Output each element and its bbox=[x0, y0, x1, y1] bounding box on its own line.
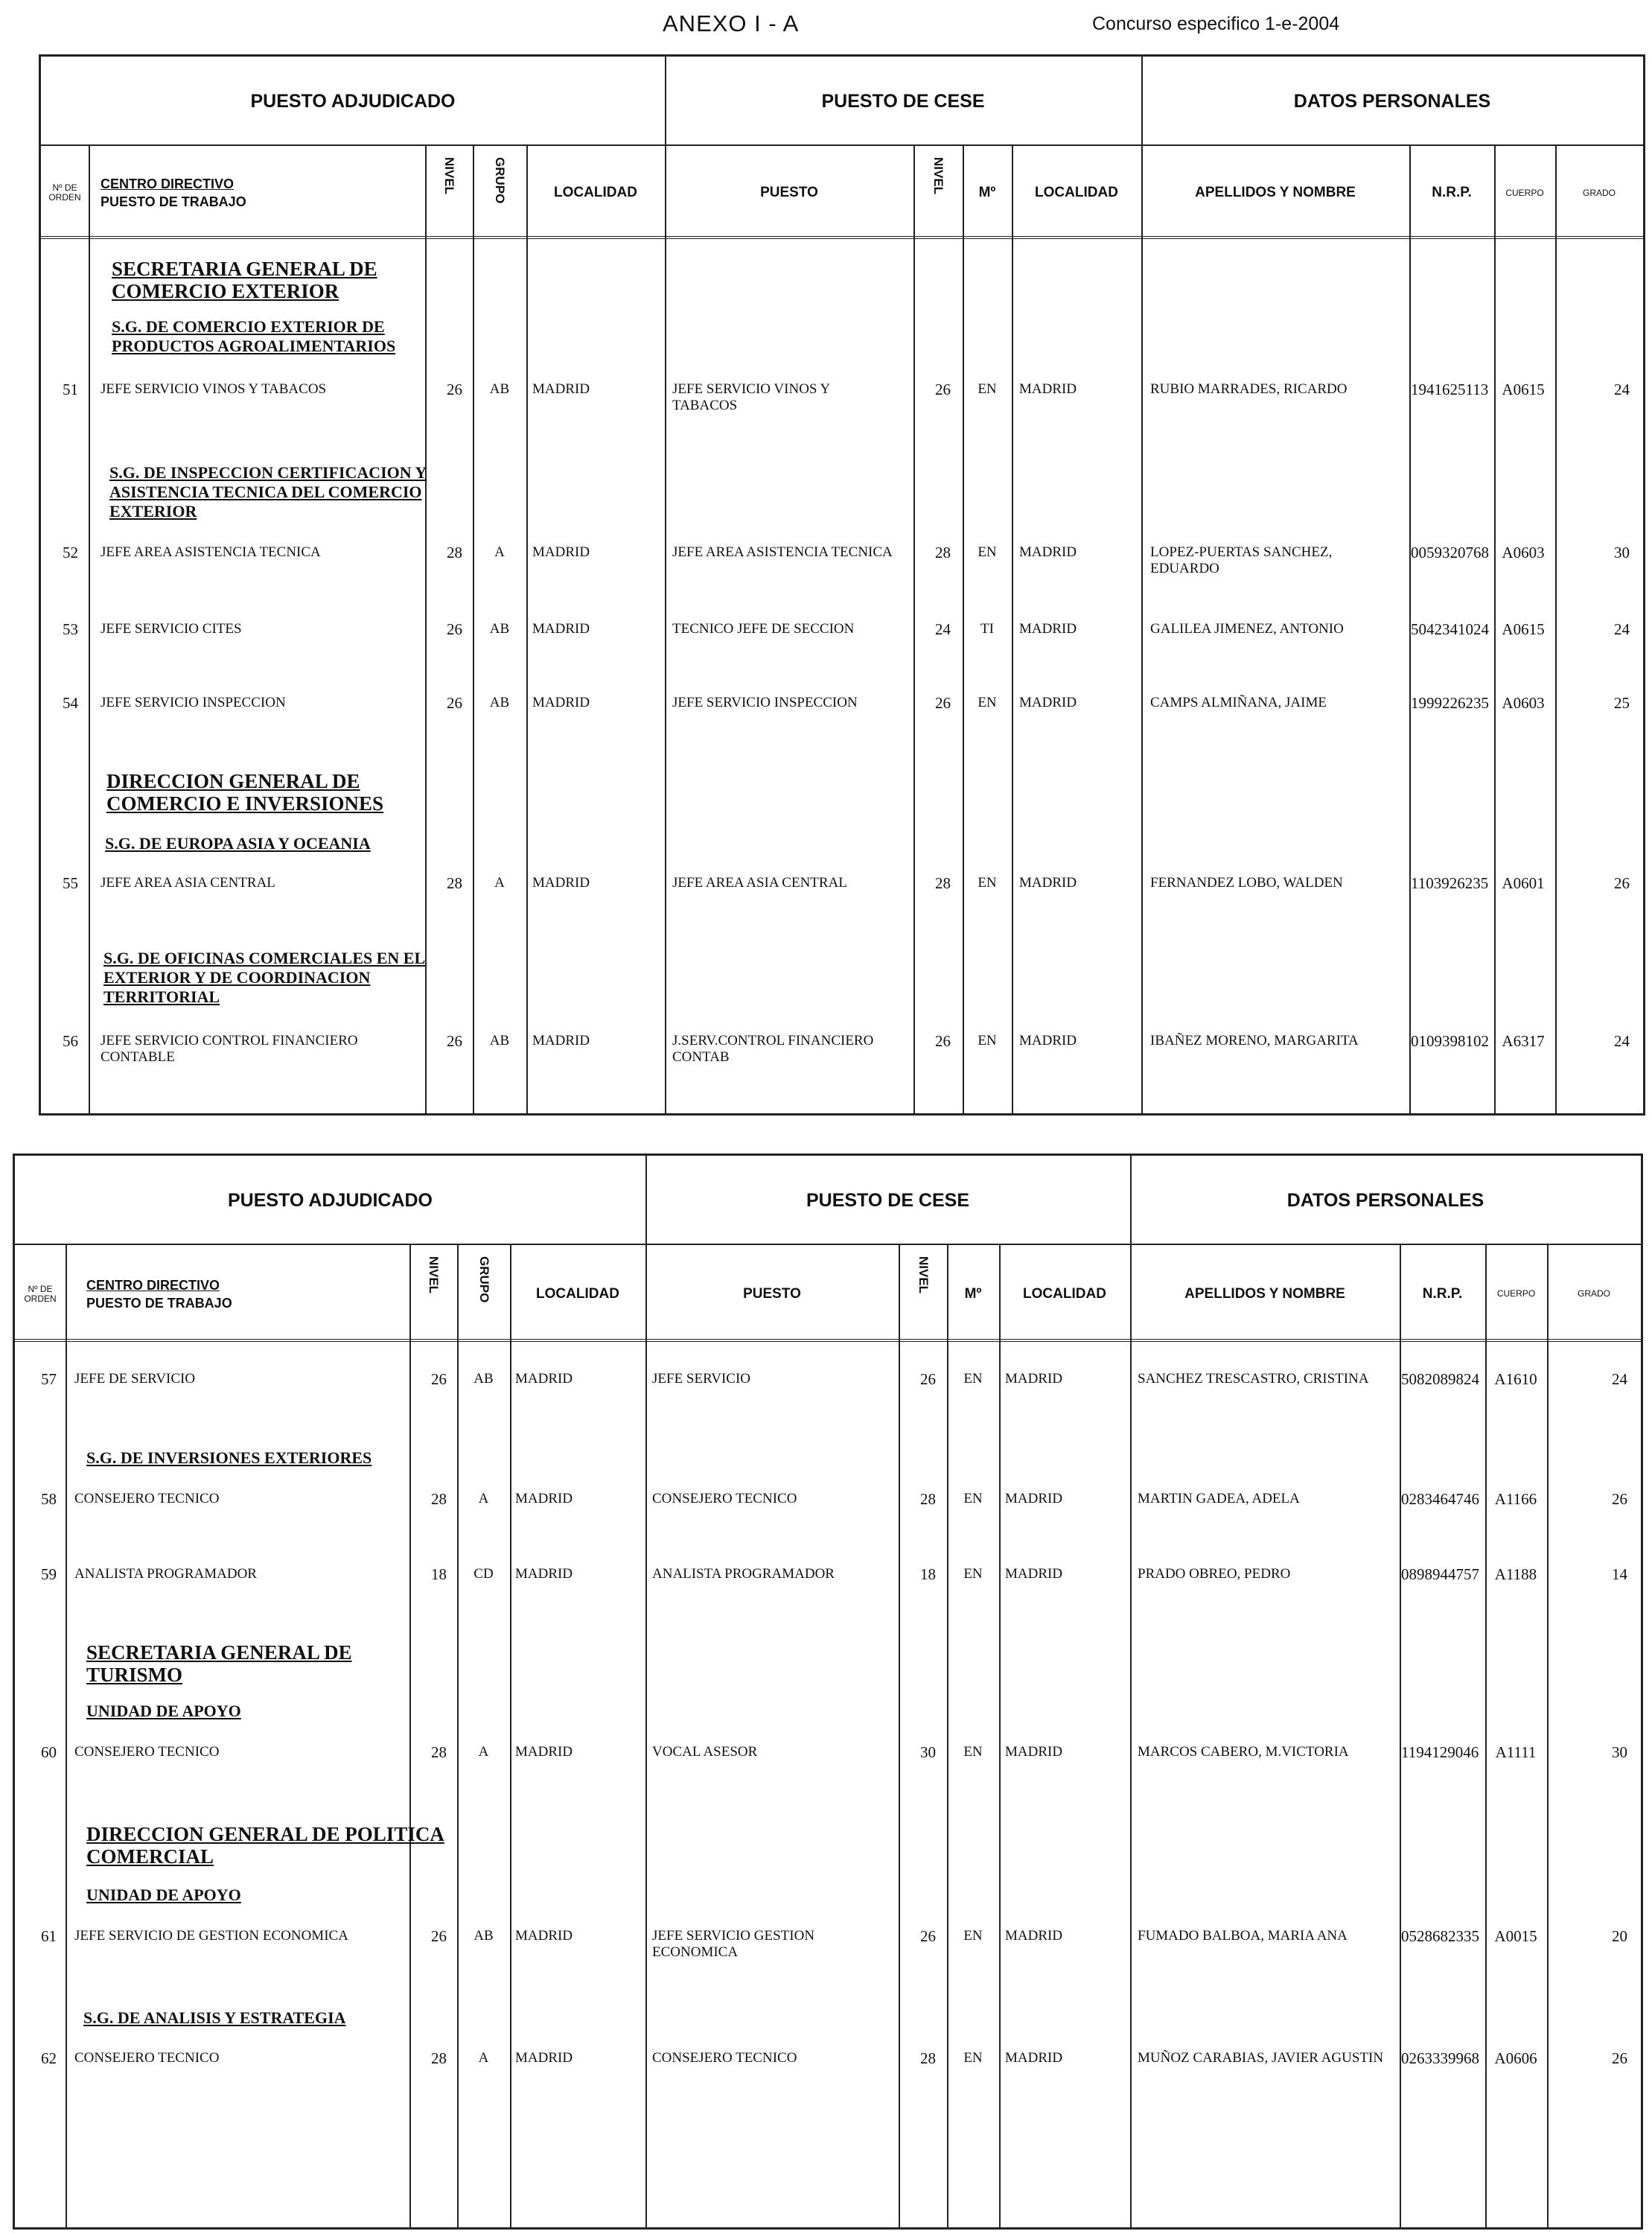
row-nivel-cese: 26 bbox=[920, 1370, 936, 1388]
row-cuerpo: A0603 bbox=[1502, 694, 1545, 712]
row-grupo: AB bbox=[489, 1033, 510, 1048]
row-nrp: 0528682335 bbox=[1401, 1927, 1479, 1945]
col-puesto: PUESTO bbox=[760, 185, 818, 200]
row-nrp: 1941625113 bbox=[1411, 381, 1489, 398]
org-heading: ASISTENCIA TECNICA DEL COMERCIO bbox=[109, 483, 422, 501]
org-heading: COMERCIAL bbox=[86, 1845, 214, 1868]
org-heading: S.G. DE INSPECCION CERTIFICACION Y bbox=[109, 463, 427, 482]
row-grado: 24 bbox=[1614, 381, 1630, 398]
col-orden: Nº DE ORDEN bbox=[24, 1283, 57, 1304]
row-orden: 62 bbox=[41, 2049, 57, 2067]
row-nrp: 0059320768 bbox=[1411, 544, 1489, 561]
row-orden: 59 bbox=[41, 1565, 57, 1583]
row-grado: 24 bbox=[1612, 1370, 1627, 1388]
row-nivel: 28 bbox=[447, 544, 462, 561]
row-localidad-cese: MADRID bbox=[1019, 875, 1077, 891]
annex-title: ANEXO I - A bbox=[663, 10, 800, 36]
row-localidad-cese: MADRID bbox=[1005, 1928, 1063, 1944]
col-puesto-trabajo: PUESTO DE TRABAJO bbox=[86, 1295, 232, 1311]
row-puesto-trabajo: JEFE SERVICIO CITES bbox=[101, 621, 242, 637]
section-puesto-adjudicado: PUESTO ADJUDICADO bbox=[227, 1189, 433, 1211]
row-m: EN bbox=[978, 695, 997, 710]
row-nivel-cese: 24 bbox=[935, 620, 951, 638]
row-orden: 58 bbox=[41, 1490, 57, 1508]
row-localidad: MADRID bbox=[515, 2050, 573, 2066]
row-grupo: AB bbox=[489, 381, 510, 397]
row-grado: 25 bbox=[1614, 694, 1630, 712]
row-nombre: RUBIO MARRADES, RICARDO bbox=[1150, 381, 1348, 397]
row-cuerpo: A1111 bbox=[1495, 1743, 1537, 1761]
row-nrp: 1194129046 bbox=[1401, 1743, 1479, 1761]
row-m: EN bbox=[978, 544, 997, 560]
row-nombre: MARCOS CABERO, M.VICTORIA bbox=[1138, 1744, 1349, 1760]
row-orden: 51 bbox=[63, 381, 78, 398]
row-localidad-cese: MADRID bbox=[1019, 621, 1077, 637]
row-orden: 54 bbox=[63, 694, 78, 712]
row-m: EN bbox=[963, 2050, 983, 2066]
org-heading: SECRETARIA GENERAL DE bbox=[112, 258, 377, 280]
row-grupo: A bbox=[478, 1744, 489, 1760]
row-puesto-cese: VOCAL ASESOR bbox=[652, 1744, 758, 1760]
row-orden: 57 bbox=[41, 1370, 57, 1388]
row-cuerpo: A0615 bbox=[1502, 620, 1545, 638]
row-nivel: 26 bbox=[431, 1370, 447, 1388]
row-nivel-cese: 26 bbox=[935, 694, 951, 712]
row-cuerpo: A1166 bbox=[1494, 1490, 1537, 1508]
col-cuerpo: CUERPO bbox=[1505, 187, 1544, 198]
row-m: EN bbox=[978, 381, 997, 397]
col-centro-directivo: CENTRO DIRECTIVO bbox=[86, 1277, 220, 1293]
org-heading: S.G. DE OFICINAS COMERCIALES EN EL bbox=[103, 949, 426, 967]
col-cuerpo: CUERPO bbox=[1496, 1288, 1536, 1299]
col-nrp: N.R.P. bbox=[1422, 1285, 1463, 1302]
col-nivel: NIVEL bbox=[442, 157, 456, 195]
row-localidad: MADRID bbox=[515, 1744, 573, 1760]
row-cuerpo: A1610 bbox=[1494, 1370, 1537, 1388]
row-cuerpo: A0015 bbox=[1494, 1927, 1537, 1945]
row-localidad-cese: MADRID bbox=[1005, 2050, 1063, 2066]
row-puesto-cese: CONSEJERO TECNICO bbox=[652, 2050, 797, 2066]
row-m: EN bbox=[963, 1928, 983, 1944]
col-grado: GRADO bbox=[1582, 187, 1616, 198]
row-puesto-cese: J.SERV.CONTROL FINANCIERO CONTAB bbox=[672, 1033, 874, 1065]
row-puesto-trabajo: JEFE SERVICIO DE GESTION ECONOMICA bbox=[74, 1928, 348, 1944]
row-m: EN bbox=[978, 1033, 997, 1048]
col-orden: Nº DE ORDEN bbox=[48, 182, 81, 203]
row-grupo: A bbox=[478, 1491, 489, 1506]
row-nivel-cese: 26 bbox=[935, 1032, 951, 1050]
row-nivel-cese: 26 bbox=[935, 381, 951, 398]
org-heading: UNIDAD DE APOYO bbox=[86, 1885, 241, 1904]
row-nrp: 0283464746 bbox=[1401, 1490, 1479, 1508]
row-cuerpo: A0603 bbox=[1502, 544, 1545, 561]
row-nivel: 26 bbox=[447, 620, 462, 638]
row-nrp: 1999226235 bbox=[1411, 694, 1489, 712]
row-m: EN bbox=[978, 875, 997, 891]
row-nombre: IBAÑEZ MORENO, MARGARITA bbox=[1150, 1033, 1359, 1048]
row-grado: 14 bbox=[1612, 1565, 1627, 1583]
row-grupo: A bbox=[478, 2050, 489, 2066]
col-centro-puesto bbox=[86, 1251, 406, 1337]
row-localidad: MADRID bbox=[532, 381, 590, 397]
col-apellidos: APELLIDOS Y NOMBRE bbox=[1195, 185, 1356, 200]
row-localidad: MADRID bbox=[532, 544, 590, 560]
row-localidad-cese: MADRID bbox=[1005, 1491, 1063, 1506]
row-nrp: 0109398102 bbox=[1411, 1032, 1489, 1050]
row-nivel-cese: 28 bbox=[935, 544, 951, 561]
row-nivel-cese: 28 bbox=[920, 2049, 936, 2067]
row-grado: 24 bbox=[1614, 620, 1630, 638]
org-heading: PRODUCTOS AGROALIMENTARIOS bbox=[112, 337, 396, 355]
col-puesto: PUESTO bbox=[743, 1285, 801, 1302]
row-grado: 26 bbox=[1614, 874, 1630, 892]
row-localidad: MADRID bbox=[515, 1566, 573, 1582]
row-nombre: SANCHEZ TRESCASTRO, CRISTINA bbox=[1138, 1371, 1369, 1387]
section-datos-personales: DATOS PERSONALES bbox=[1286, 1189, 1484, 1211]
row-nrp: 5082089824 bbox=[1401, 1370, 1479, 1388]
row-puesto-trabajo: JEFE SERVICIO INSPECCION bbox=[101, 695, 286, 710]
row-nivel-cese: 18 bbox=[920, 1565, 936, 1583]
org-heading: EXTERIOR bbox=[109, 502, 197, 521]
row-m: EN bbox=[963, 1371, 983, 1387]
col-nivel-cese: NIVEL bbox=[916, 1256, 931, 1294]
row-puesto-trabajo: JEFE AREA ASISTENCIA TECNICA bbox=[101, 544, 321, 560]
row-nombre: LOPEZ-PUERTAS SANCHEZ, EDUARDO bbox=[1150, 544, 1333, 576]
col-grado: GRADO bbox=[1577, 1288, 1610, 1299]
row-nivel: 26 bbox=[447, 381, 462, 398]
org-heading: DIRECCION GENERAL DE bbox=[106, 770, 360, 792]
row-nivel: 28 bbox=[431, 1490, 447, 1508]
row-puesto-trabajo: JEFE DE SERVICIO bbox=[74, 1371, 196, 1387]
col-localidad-cese: LOCALIDAD bbox=[1035, 185, 1118, 200]
row-grupo: AB bbox=[489, 695, 510, 710]
row-orden: 53 bbox=[63, 620, 78, 638]
row-grado: 26 bbox=[1612, 1490, 1627, 1508]
row-puesto-cese: ANALISTA PROGRAMADOR bbox=[652, 1566, 835, 1582]
row-nombre: GALILEA JIMENEZ, ANTONIO bbox=[1150, 621, 1344, 637]
org-heading: S.G. DE COMERCIO EXTERIOR DE bbox=[112, 317, 385, 336]
row-nrp: 1103926235 bbox=[1411, 874, 1489, 892]
col-centro-puesto bbox=[101, 152, 421, 234]
row-cuerpo: A1188 bbox=[1494, 1565, 1537, 1583]
col-puesto-trabajo: PUESTO DE TRABAJO bbox=[101, 194, 246, 209]
row-puesto-trabajo: ANALISTA PROGRAMADOR bbox=[74, 1566, 257, 1582]
org-heading: COMERCIO E INVERSIONES bbox=[106, 792, 384, 815]
org-heading: SECRETARIA GENERAL DE bbox=[86, 1641, 352, 1664]
org-heading: TERRITORIAL bbox=[103, 987, 220, 1006]
org-heading: DIRECCION GENERAL DE POLITICA bbox=[86, 1823, 444, 1845]
row-localidad: MADRID bbox=[532, 875, 590, 891]
col-nrp: N.R.P. bbox=[1432, 185, 1472, 200]
row-nrp: 5042341024 bbox=[1411, 620, 1489, 638]
row-puesto-trabajo: CONSEJERO TECNICO bbox=[74, 2050, 220, 2066]
row-localidad: MADRID bbox=[515, 1491, 573, 1506]
col-localidad-cese: LOCALIDAD bbox=[1023, 1285, 1106, 1302]
row-m: EN bbox=[963, 1744, 983, 1760]
assignment-table-1 bbox=[39, 54, 1645, 1116]
row-cuerpo: A0606 bbox=[1494, 2049, 1537, 2067]
row-grado: 30 bbox=[1614, 544, 1630, 561]
row-nivel-cese: 28 bbox=[935, 874, 951, 892]
row-nivel: 18 bbox=[431, 1565, 447, 1583]
col-grupo: GRUPO bbox=[477, 1256, 491, 1303]
org-heading: COMERCIO EXTERIOR bbox=[112, 280, 339, 302]
row-m: TI bbox=[980, 621, 994, 637]
row-nombre: CAMPS ALMIÑANA, JAIME bbox=[1150, 695, 1327, 710]
row-puesto-trabajo: JEFE SERVICIO CONTROL FINANCIERO CONTABLE bbox=[101, 1033, 358, 1065]
row-puesto-cese: CONSEJERO TECNICO bbox=[652, 1491, 797, 1506]
row-nrp: 0898944757 bbox=[1401, 1565, 1479, 1583]
col-localidad: LOCALIDAD bbox=[554, 185, 637, 200]
row-puesto-cese: JEFE AREA ASIA CENTRAL bbox=[672, 875, 847, 891]
row-localidad-cese: MADRID bbox=[1005, 1566, 1063, 1582]
row-grado: 26 bbox=[1612, 2049, 1627, 2067]
row-grado: 30 bbox=[1612, 1743, 1627, 1761]
org-heading: TURISMO bbox=[86, 1664, 183, 1686]
row-puesto-trabajo: CONSEJERO TECNICO bbox=[74, 1491, 220, 1506]
row-localidad: MADRID bbox=[532, 695, 590, 710]
row-grado: 20 bbox=[1612, 1927, 1627, 1945]
row-puesto-cese: JEFE SERVICIO bbox=[652, 1371, 751, 1387]
row-nivel-cese: 30 bbox=[920, 1743, 936, 1761]
row-cuerpo: A6317 bbox=[1502, 1032, 1545, 1050]
row-nivel-cese: 28 bbox=[920, 1490, 936, 1508]
row-nombre: PRADO OBREO, PEDRO bbox=[1138, 1566, 1291, 1582]
row-nivel: 26 bbox=[431, 1927, 447, 1945]
row-nivel-cese: 26 bbox=[920, 1927, 936, 1945]
row-orden: 60 bbox=[41, 1743, 57, 1761]
row-puesto-cese: JEFE AREA ASISTENCIA TECNICA bbox=[672, 544, 893, 560]
section-puesto-adjudicado: PUESTO ADJUDICADO bbox=[250, 90, 456, 112]
row-grado: 24 bbox=[1614, 1032, 1630, 1050]
row-localidad-cese: MADRID bbox=[1005, 1371, 1063, 1387]
row-localidad-cese: MADRID bbox=[1005, 1744, 1063, 1760]
row-nivel: 28 bbox=[447, 874, 462, 892]
row-orden: 55 bbox=[63, 874, 78, 892]
org-heading: UNIDAD DE APOYO bbox=[86, 1702, 241, 1720]
row-nivel: 28 bbox=[431, 2049, 447, 2067]
row-localidad: MADRID bbox=[532, 621, 590, 637]
row-localidad: MADRID bbox=[515, 1928, 573, 1944]
row-grupo: AB bbox=[473, 1371, 494, 1387]
row-nivel: 26 bbox=[447, 694, 462, 712]
org-heading: S.G. DE EUROPA ASIA Y OCEANIA bbox=[105, 834, 371, 853]
row-cuerpo: A0615 bbox=[1502, 381, 1545, 398]
row-nombre: MUÑOZ CARABIAS, JAVIER AGUSTIN bbox=[1138, 2050, 1384, 2066]
row-puesto-trabajo: JEFE SERVICIO VINOS Y TABACOS bbox=[101, 381, 327, 397]
section-datos-personales: DATOS PERSONALES bbox=[1293, 90, 1491, 112]
row-grupo: AB bbox=[473, 1928, 494, 1944]
col-apellidos: APELLIDOS Y NOMBRE bbox=[1184, 1285, 1345, 1302]
col-m: Mº bbox=[978, 185, 996, 200]
row-nivel: 28 bbox=[431, 1743, 447, 1761]
org-heading: EXTERIOR Y DE COORDINACION bbox=[103, 968, 371, 987]
row-nrp: 0263339968 bbox=[1401, 2049, 1479, 2067]
row-orden: 56 bbox=[63, 1032, 78, 1050]
row-nombre: FUMADO BALBOA, MARIA ANA bbox=[1138, 1928, 1348, 1944]
row-orden: 52 bbox=[63, 544, 78, 561]
row-puesto-trabajo: JEFE AREA ASIA CENTRAL bbox=[101, 875, 275, 891]
row-nombre: FERNANDEZ LOBO, WALDEN bbox=[1150, 875, 1343, 891]
row-localidad-cese: MADRID bbox=[1019, 1033, 1077, 1048]
row-localidad-cese: MADRID bbox=[1019, 695, 1077, 710]
col-m: Mº bbox=[964, 1285, 982, 1302]
col-centro-directivo: CENTRO DIRECTIVO bbox=[101, 176, 235, 191]
row-m: EN bbox=[963, 1491, 983, 1506]
row-localidad-cese: MADRID bbox=[1019, 381, 1077, 397]
row-puesto-trabajo: CONSEJERO TECNICO bbox=[74, 1744, 220, 1760]
row-cuerpo: A0601 bbox=[1502, 874, 1545, 892]
row-nombre: MARTIN GADEA, ADELA bbox=[1138, 1491, 1300, 1506]
col-localidad: LOCALIDAD bbox=[536, 1285, 619, 1302]
row-puesto-cese: JEFE SERVICIO VINOS Y TABACOS bbox=[672, 381, 830, 413]
contest-reference: Concurso especifico 1-e-2004 bbox=[1092, 13, 1340, 34]
col-grupo: GRUPO bbox=[493, 157, 507, 204]
row-localidad-cese: MADRID bbox=[1019, 544, 1077, 560]
col-nivel: NIVEL bbox=[427, 1256, 441, 1294]
row-grupo: A bbox=[494, 544, 505, 560]
row-localidad: MADRID bbox=[515, 1371, 573, 1387]
row-localidad: MADRID bbox=[532, 1033, 590, 1048]
org-heading: S.G. DE INVERSIONES EXTERIORES bbox=[86, 1448, 372, 1467]
org-heading: S.G. DE ANALISIS Y ESTRATEGIA bbox=[83, 2008, 346, 2027]
row-orden: 61 bbox=[41, 1927, 57, 1945]
section-puesto-cese: PUESTO DE CESE bbox=[806, 1189, 970, 1211]
row-grupo: A bbox=[494, 875, 505, 891]
assignment-table-2 bbox=[13, 1153, 1643, 2230]
row-puesto-cese: JEFE SERVICIO INSPECCION bbox=[672, 695, 858, 710]
row-grupo: AB bbox=[489, 621, 510, 637]
section-puesto-cese: PUESTO DE CESE bbox=[821, 90, 985, 112]
row-puesto-cese: JEFE SERVICIO GESTION ECONOMICA bbox=[652, 1928, 815, 1960]
row-nivel: 26 bbox=[447, 1032, 462, 1050]
row-m: EN bbox=[963, 1566, 983, 1582]
row-puesto-cese: TECNICO JEFE DE SECCION bbox=[672, 621, 855, 637]
row-grupo: CD bbox=[473, 1566, 494, 1582]
col-nivel-cese: NIVEL bbox=[931, 157, 945, 195]
